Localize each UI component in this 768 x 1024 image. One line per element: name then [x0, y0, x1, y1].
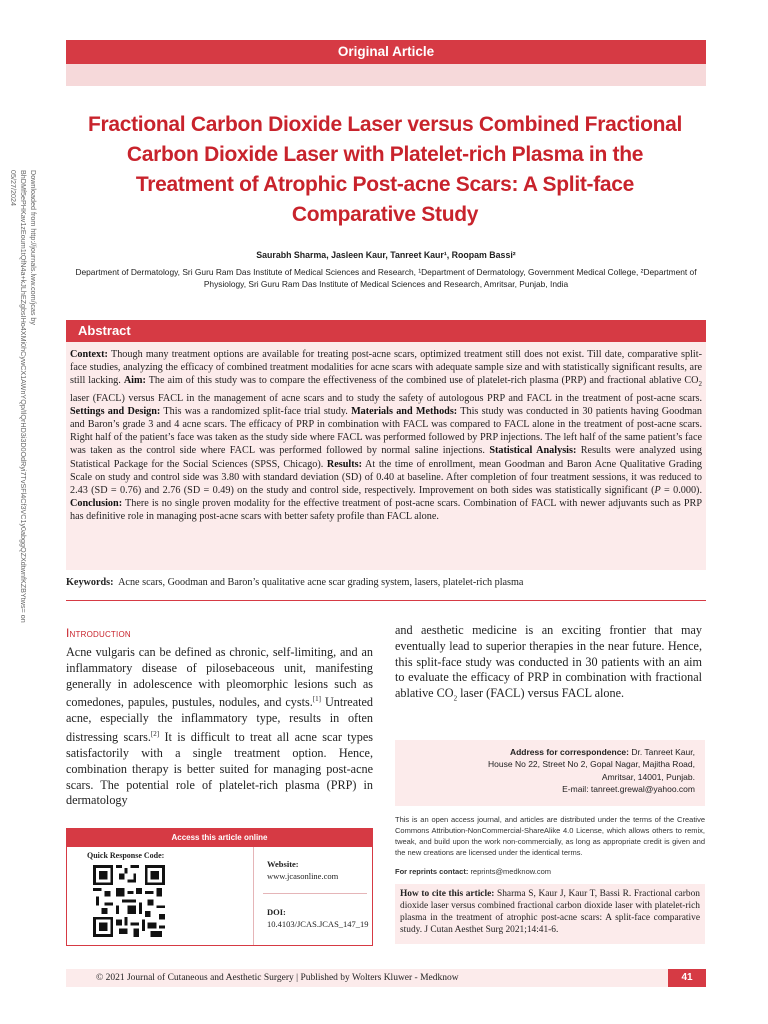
author-affiliations: Department of Dermatology, Sri Guru Ram Das Institute of Medical Sciences and Research, ¹Department of Dermatology, Government Medical College, ²Department of Physiology, Sri Guru Ram Das Institute of Medical Sciences and Research, Amritsar, Punjab, India	[75, 267, 697, 289]
abstract-conclusion: There is no single proven modality for the effective treatment of post-acne scars. Combination of FACL with newer adjuvants such as PRP has definitive role in managing post-acne scars with better safety profile than FACL alone.	[70, 498, 702, 523]
intro-right-text: and aesthetic medicine is an exciting frontier that may eventually lead to superior therapies in the near future. Hence, this split-face study was conducted in 30 patients with an aim to evaluate the efficacy of PRP in combination with fractional ablative CO	[395, 623, 702, 701]
correspondence-box	[395, 740, 705, 806]
article-type-banner	[66, 40, 706, 86]
reprints-line	[395, 867, 705, 876]
abstract-heading: Abstract	[66, 320, 706, 342]
abstract-results-label: Results:	[326, 458, 362, 470]
introduction-heading: Introduction	[66, 626, 131, 640]
abstract-methods-label: Materials and Methods:	[351, 405, 458, 417]
citation-ref-1[interactable]: [1]	[312, 695, 321, 704]
cite-label: How to cite this article:	[400, 889, 495, 899]
correspondence-address-2: Amritsar, 14001, Punjab.	[601, 771, 695, 782]
access-online-heading: Access this article online	[67, 829, 372, 847]
keywords-text: Acne scars, Goodman and Baron’s qualitative acne scar grading system, lasers, platelet-rich plasma	[118, 577, 524, 588]
open-access-notice: This is an open access journal, and articles are distributed under the terms of the Creative Commons Attribution-NonCommercial-ShareAlike 4.0 License, which allows others to remix, tweak, and build upon the work non-commercially, as long as appropriate credit is given and the new creations are licensed under the identical terms.	[395, 815, 705, 857]
page-number: 41	[668, 969, 706, 987]
reprints-email[interactable]: reprints@medknow.com	[470, 867, 551, 876]
citation-ref-2[interactable]: [2]	[150, 730, 160, 739]
website-link[interactable]: www.jcasonline.com	[267, 871, 339, 881]
keywords-label: Keywords:	[66, 577, 114, 588]
article-title: Fractional Carbon Dioxide Laser versus Combined Fractional Carbon Dioxide Laser with Platelet-rich Plasma in the Treatment of Atrophic Post-acne Scars: A Split-face Comparative Study	[87, 113, 683, 226]
doi-label: DOI:	[267, 907, 286, 917]
correspondence-address-1: House No 22, Street No 2, Gopal Nagar, Majitha Road,	[488, 759, 695, 770]
article-type-label: Original Article	[66, 40, 706, 64]
footer-copyright: © 2021 Journal of Cutaneous and Aesthetic Surgery | Published by Wolters Kluwer - Medknow	[96, 973, 459, 983]
introduction-right-column	[395, 623, 702, 707]
abstract-section	[66, 320, 706, 570]
intro-paragraph-a: Acne vulgaris can be defined as chronic, self-limiting, and an inflammatory disease of pilosebaceous unit, manifesting generally in adolescence with pleomorphic lesions such as comedones, papules, pustules, nodules, and cysts.	[66, 645, 373, 710]
abstract-p-symbol: P	[654, 485, 661, 497]
access-box-divider	[253, 847, 254, 945]
access-box-rule	[263, 893, 367, 894]
correspondence-email[interactable]: E-mail: tanreet.grewal@yahoo.com	[562, 784, 695, 795]
abstract-aim: The aim of this study was to compare the effectiveness of the combined use of platelet-rich plasma (PRP) and fractional ablative CO	[148, 375, 699, 387]
abstract-results: At the time of enrollment, mean Goodman and Baron Acne Qualitative Grading Scale on study and control side was 3.80 with standard deviation (SD) of 0.40 at baseline. After completion of four treatment sessions, it was reduced to 2.43 (SD = 0.76) and 2.76 (SD = 0.49) on the study and control side, respectively. Improvement on both sides was statistically significant (	[70, 458, 703, 497]
cite-text: Sharma S, Kaur J, Kaur T, Bassi R. Fractional carbon dioxide laser versus combined fractional carbon dioxide laser with platelet-rich plasma in the treatment of atrophic post-acne scars: A split-face comparative study. J Cutan Aesthet Surg 2021;14:41-6.	[400, 889, 700, 935]
qr-code-icon[interactable]	[93, 865, 165, 937]
download-watermark-text: Downloaded from http://journals.lww.com/jcas by BhDMf5ePHKav1zEoum1tQfN4a+kJLhEZgbsIHo4XMi0hCywCX1AWnYQp/IlQrHD3i3D0OdRyi7TvSFl4Cf3VC1y0abggQZXdtwnfKZBYtws= on 05/27/2024	[9, 170, 38, 623]
intro-co2-subscript: 2	[453, 694, 458, 703]
author-list: Saurabh Sharma, Jasleen Kaur, Tanreet Kaur¹, Roopam Bassi²	[256, 250, 516, 260]
abstract-conclusion-label: Conclusion:	[70, 498, 123, 510]
page-footer	[66, 969, 706, 987]
correspondence-name: Dr. Tanreet Kaur,	[631, 747, 695, 757]
doi-link[interactable]: 10.4103/JCAS.JCAS_147_19	[267, 919, 369, 929]
abstract-stats-label: Statistical Analysis:	[489, 445, 577, 457]
abstract-aim-rest: laser (FACL) versus FACL in the management of acne scars and to study the safety of autologous PRP and FACL in the treatment of post-acne scars.	[70, 392, 702, 404]
abstract-design-label: Settings and Design:	[70, 405, 161, 417]
abstract-methods: This study was conducted in 30 patients having Goodman and Baron’s grade 3 and 4 acne scars. The efficacy of PRP in combination with FACL was compared to FACL alone in the treatment of post-acne scars. Right half of the patient’s face was taken as the study side where FACL was performed followed by PRP injections. The left half of the same patient’s face was taken as the control side where FACL was performed followed by normal saline injections.	[70, 405, 702, 457]
qr-code-label: Quick Response Code:	[87, 851, 165, 860]
intro-right-text-end: laser (FACL) versus FACL alone.	[460, 686, 625, 701]
abstract-design: This was a randomized split-face trial study.	[163, 405, 348, 417]
website-label: Website:	[267, 859, 299, 869]
abstract-text	[70, 348, 702, 524]
abstract-context-label: Context:	[70, 349, 108, 360]
abstract-stats: Results were analyzed using Statistical Package for the Social Sciences (SPSS, Chicago).	[70, 445, 703, 470]
intro-paragraph-b: Untreated acne, especially the inflammatory type, results in often distressing scars.	[66, 695, 374, 745]
abstract-context: Though many treatment options are available for treating post-acne scars, optimized treatment still does not exist. Till date, comparative split-face studies, analyzing the efficacy of combined treatment modalities for acne scars with adequate sample size and with statistically significant results, are still lacking.	[70, 349, 702, 387]
abstract-aim-subscript: 2	[698, 380, 702, 389]
intro-paragraph-c: It is difficult to treat all acne scar types satisfactorily with a single treatment option. Hence, combination therapy is better suited for managing post-acne scars. The potential role of platelet-rich plasma (PRP) in dermatology	[66, 730, 374, 808]
introduction-left-column	[66, 645, 373, 809]
access-online-box	[66, 828, 373, 946]
abstract-results-rest: = 0.000).	[664, 485, 702, 497]
correspondence-label: Address for correspondence:	[509, 747, 629, 757]
abstract-aim-label: Aim:	[123, 375, 146, 387]
keywords-line	[66, 576, 706, 589]
reprints-label: For reprints contact:	[395, 867, 469, 876]
section-divider	[66, 600, 706, 601]
how-to-cite-box	[395, 884, 705, 944]
